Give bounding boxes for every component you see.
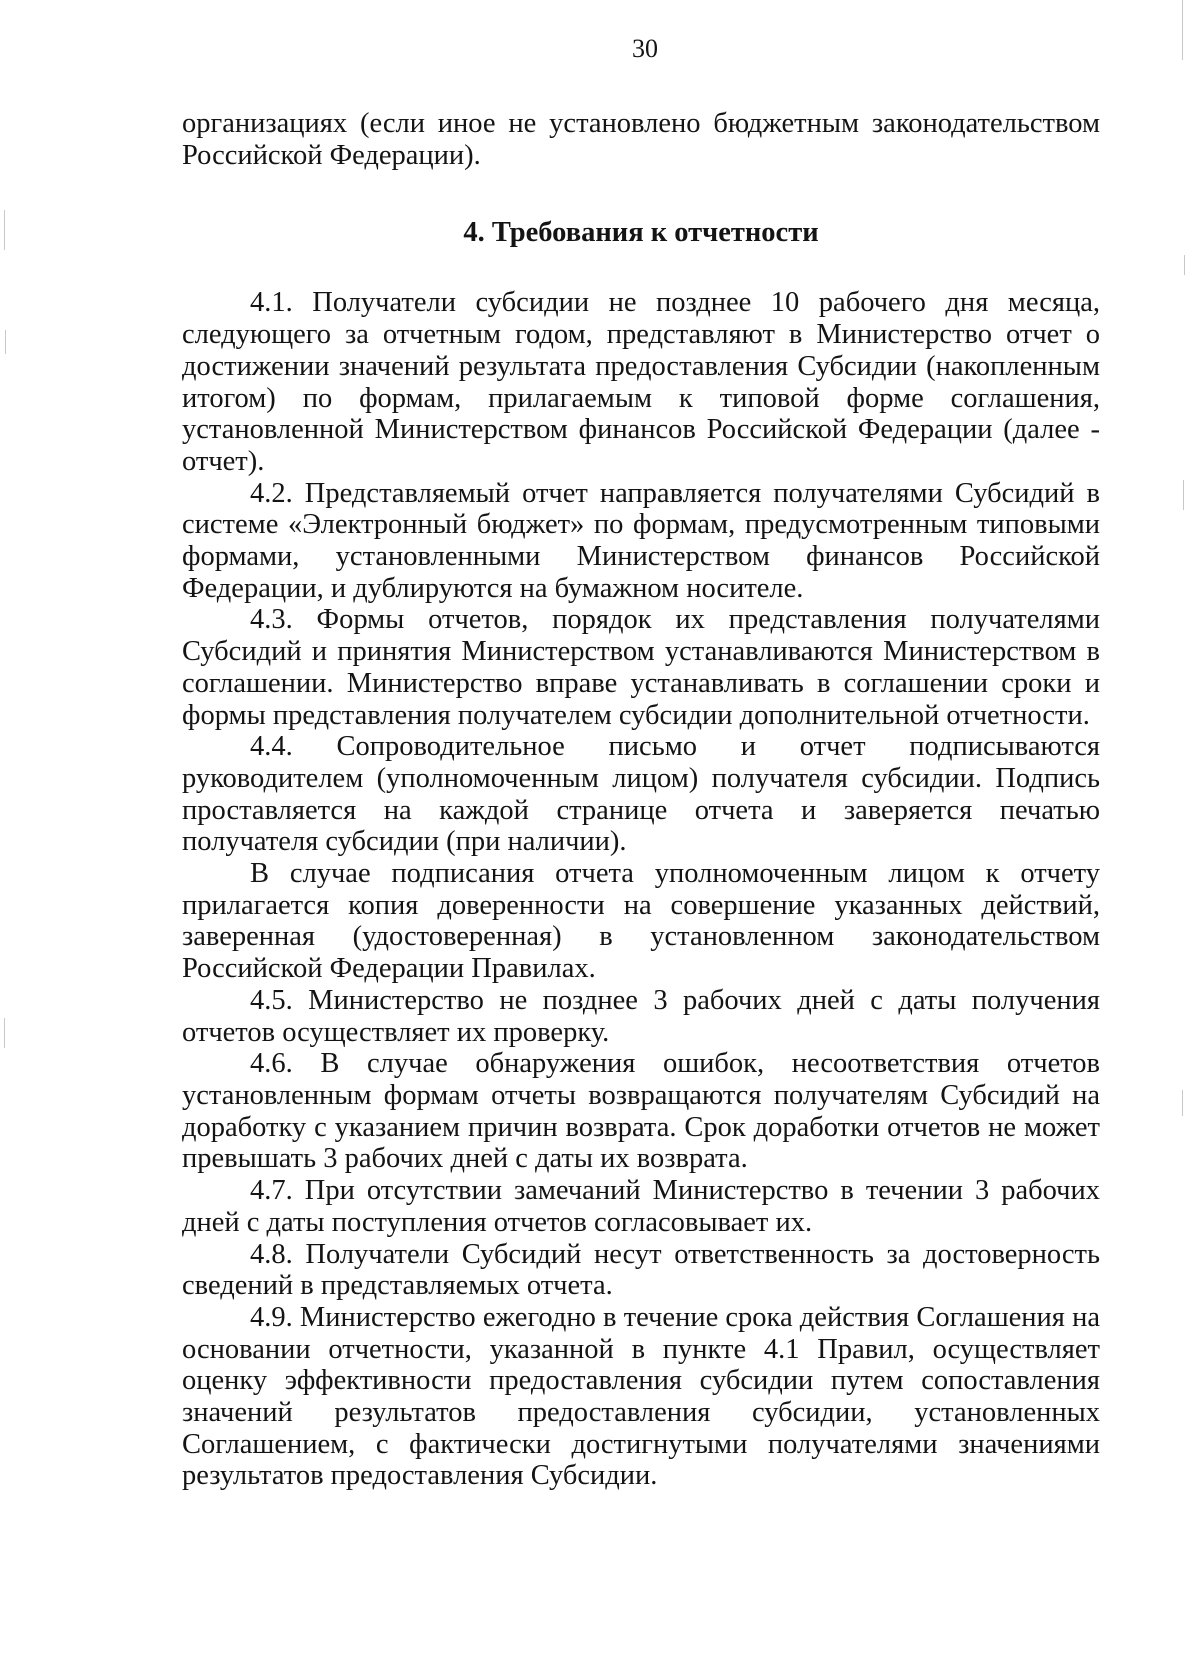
paragraph-4-9: 4.9. Министерство ежегодно в течение срока действия Соглашения на основании отчетности, указанной в пункте 4.1 Правил, осуществляет оценку эффективности предоставления субсидии путем сопоставления значений результатов предоставления субсидии, установленных Соглашением, с фактически достигнутыми получателями значениями результатов предоставления Субсидии. <box>182 1301 1100 1492</box>
scan-artifact <box>5 330 6 354</box>
paragraph-4-4: 4.4. Сопроводительное письмо и отчет подписываются руководителем (уполномоченным лицом) получателя субсидии. Подпись проставляется на каждой странице отчета и заверяется печатью получателя субсидии (при наличии). <box>182 731 1100 858</box>
paragraph-4-7: 4.7. При отсутствии замечаний Министерство в течении 3 рабочих дней с даты поступления отчетов согласовывает их. <box>182 1175 1100 1238</box>
paragraph-4-4-note: В случае подписания отчета уполномоченным лицом к отчету прилагается копия доверенности на совершение указанных действий, заверенная (удостоверенная) в установленном законодательством Российской Федерации Правилах. <box>182 858 1100 985</box>
scan-artifact <box>1184 255 1185 275</box>
scan-artifact <box>1183 480 1184 510</box>
paragraph-4-3: 4.3. Формы отчетов, порядок их представления получателями Субсидий и принятия Министерством устанавливаются Министерством в соглашении. Министерство вправе устанавливать в соглашении сроки и формы представления получателем субсидии дополнительной отчетности. <box>182 604 1100 731</box>
scan-artifact <box>4 210 5 250</box>
scan-edge-left <box>4 0 7 1677</box>
paragraph-4-8: 4.8. Получатели Субсидий несут ответственность за достоверность сведений в представляемых отчета. <box>182 1238 1100 1302</box>
paragraph-4-2: 4.2. Представляемый отчет направляется получателями Субсидий в системе «Электронный бюджет» по формам, предусмотренным типовыми формами, установленными Министерством финансов Российской Федерации, и дублируются на бумажном носителе. <box>182 477 1100 604</box>
scan-artifact <box>1182 1090 1183 1116</box>
page-number: 30 <box>632 34 658 63</box>
paragraph-4-6: 4.6. В случае обнаружения ошибок, несоответствия отчетов установленным формам отчеты возвращаются получателям Субсидий на доработку с указанием причин возврата. Срок доработки отчетов не может превышать 3 рабочих дней с даты их возврата. <box>182 1048 1100 1175</box>
section-heading: 4. Требования к отчетности <box>463 217 819 249</box>
scan-edge-right <box>1182 0 1186 1677</box>
paragraph-4-5: 4.5. Министерство не позднее 3 рабочих дней с даты получения отчетов осуществляет их проверку. <box>182 984 1100 1048</box>
scan-artifact <box>4 1018 5 1048</box>
document-body <box>182 108 1100 1492</box>
intro-paragraph: организациях (если иное не установлено бюджетным законодательством Российской Федерации). <box>182 108 1100 171</box>
paragraph-4-1: 4.1. Получатели субсидии не позднее 10 рабочего дня месяца, следующего за отчетным годом, представляют в Министерство отчет о достижении значений результата предоставления Субсидии (накопленным итогом) по формам, прилагаемым к типовой форме соглашения, установленной Министерством финансов Российской Федерации (далее - отчет). <box>182 287 1100 477</box>
